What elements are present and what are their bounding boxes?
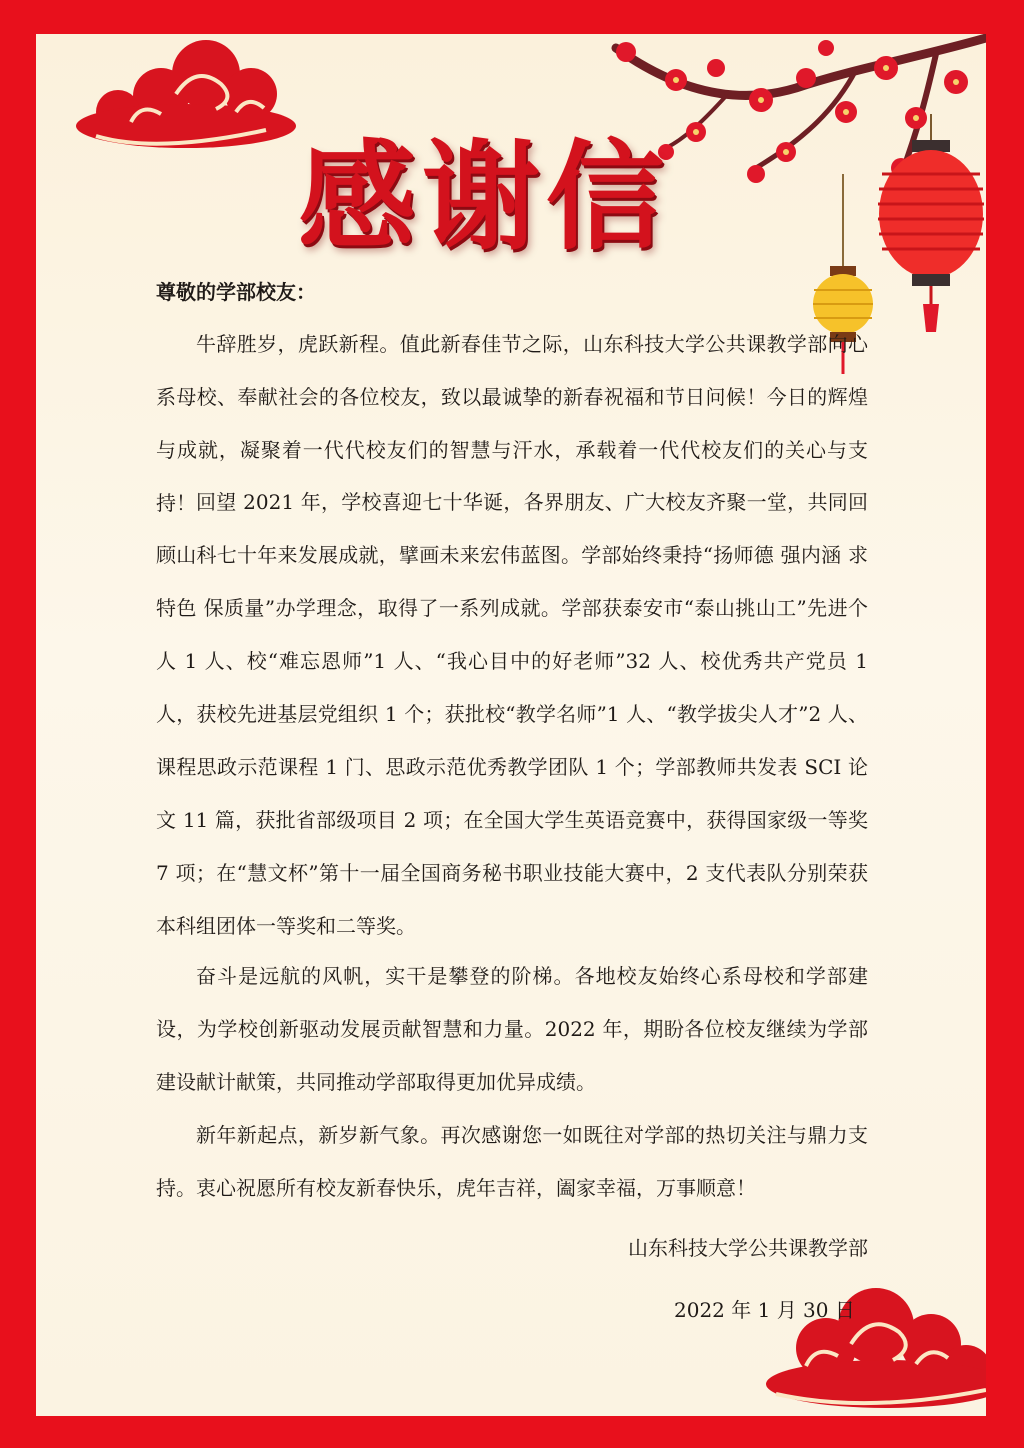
paragraph-1: 牛辞胜岁，虎跃新程。值此新春佳节之际，山东科技大学公共课教学部向心系母校、奉献社会的各位校友，致以最诚挚的新春祝福和节日问候！今日的辉煌与成就，凝聚着一代代校友们的智慧与汗水，承载着一代代校友们的关心与支持！ — [156, 332, 868, 515]
cloud-ornament-top-left-icon — [56, 34, 296, 164]
paragraph-2: 回望 2021 年，学校喜迎七十华诞，各界朋友、广大校友齐聚一堂，共同回顾山科七十年来发展成就，擘画未来宏伟蓝图。学部始终秉持“扬师德 强内涵 求特色 保质量”办学理念，取得了一系列成就。学部获泰安市“泰山挑山工”先进个人 1 人、校“难忘恩师”1 人、“我心目中的好老师”32 人、校优秀共产党员 1 人，获校先进基层党组织 1 个；获批校“教学名师”1 人、“教学拔尖人才”2 人、课程思政示范课程 1 门、思政示范优秀教学团队 1 个；学部教师共发表 SCI 论文 11 篇，获批省部级项目 2 项；在全国大学生英语竞赛中，获得国家级一等奖 7 项；在“慧文杯”第十一届全国商务秘书职业技能大赛中，2 支代表队分别荣获本科组团体一等奖和二等奖。 — [156, 490, 868, 938]
cloud-ornament-bottom-right-icon — [756, 1266, 986, 1416]
paragraph-4: 新年新起点，新岁新气象。再次感谢您一如既往对学部的热切关注与鼎力支持。衷心祝愿所有校友新春快乐，虎年吉祥，阖家幸福，万事顺意！ — [156, 1123, 868, 1200]
letter-paper — [36, 34, 986, 1416]
signature: 山东科技大学公共课教学部 — [628, 1236, 868, 1260]
letter-title: 感谢信 — [298, 127, 671, 266]
letter-date: 2022 年 1 月 30 日 — [674, 1298, 855, 1322]
salutation: 尊敬的学部校友： — [156, 280, 316, 304]
paragraph-3: 奋斗是远航的风帆，实干是攀登的阶梯。各地校友始终心系母校和学部建设，为学校创新驱动发展贡献智慧和力量。2022 年，期盼各位校友继续为学部建设献计献策，共同推动学部取得更加优异成绩。 — [156, 964, 868, 1094]
red-lantern-icon — [876, 114, 986, 334]
